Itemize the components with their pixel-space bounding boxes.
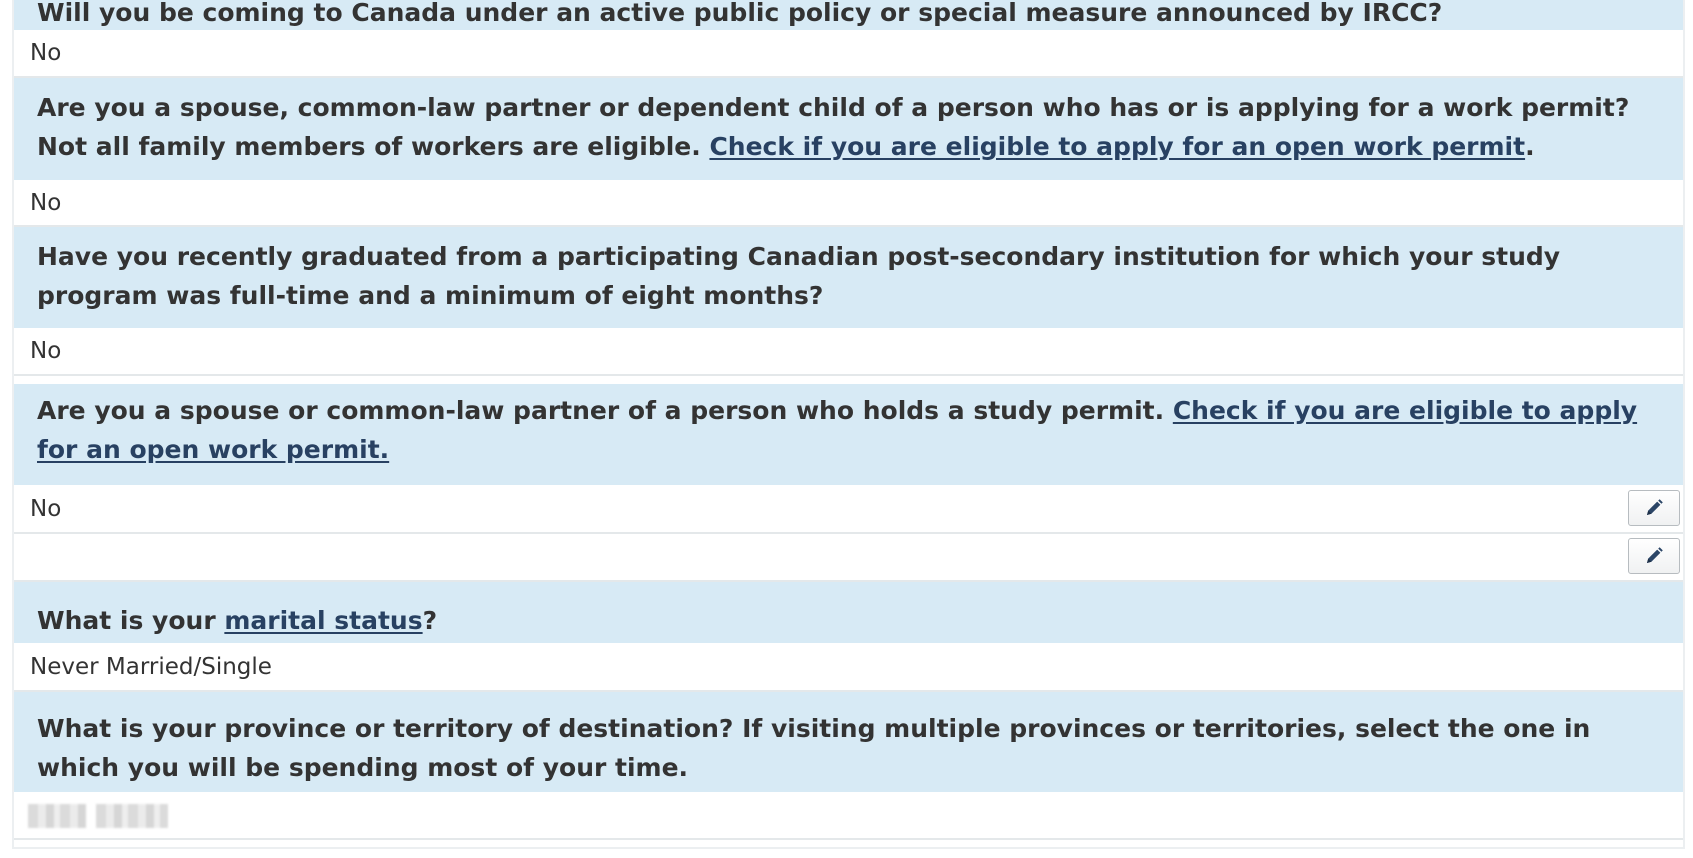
answer-row — [14, 30, 1683, 78]
answer-row — [14, 328, 1683, 376]
question-text: Will you be coming to Canada under an active public policy or special measure announced by IRCC? — [37, 0, 1443, 27]
question-text: Have you recently graduated from a participating Canadian post-secondary institution for which your study program was full-time and a minimum of eight months? — [37, 242, 1561, 310]
question-text-end: ? — [422, 606, 438, 635]
edit-button[interactable] — [1628, 538, 1680, 574]
answer-row — [14, 180, 1683, 227]
open-work-permit-eligibility-link[interactable]: Check if you are eligible to apply for an open work permit. — [37, 396, 1638, 464]
answer-value: No — [30, 495, 62, 522]
answer-row — [14, 643, 1683, 692]
application-review-panel — [12, 0, 1685, 849]
question-text: What is your — [37, 606, 225, 635]
redacted-answer — [28, 804, 178, 828]
answer-row — [14, 485, 1683, 534]
question-text-end: . — [1525, 132, 1535, 161]
question-spouse-of-student — [14, 384, 1683, 485]
marital-status-link[interactable]: marital status — [224, 606, 423, 635]
empty-answer-row — [14, 534, 1683, 582]
question-text: What is your province or territory of destination? If visiting multiple provinces or territories, select the one in which you will be spending most of your time. — [37, 714, 1591, 782]
open-work-permit-eligibility-link[interactable]: Check if you are eligible to apply for an open work permit — [709, 132, 1526, 161]
answer-row — [14, 792, 1683, 840]
answer-value: No — [30, 189, 62, 216]
question-family-of-worker — [14, 78, 1683, 180]
question-public-policy — [14, 0, 1683, 30]
question-text: Are you a spouse or common-law partner of a person who holds a study permit. — [37, 396, 1173, 425]
question-recent-graduate — [14, 227, 1683, 328]
answer-value: Never Married/Single — [30, 653, 272, 680]
answer-value: No — [30, 40, 62, 66]
edit-button[interactable] — [1628, 490, 1680, 526]
question-province-destination — [14, 692, 1683, 792]
pencil-icon — [1644, 546, 1664, 566]
pencil-icon — [1644, 498, 1664, 518]
question-marital-status — [14, 582, 1683, 643]
answer-value: No — [30, 338, 62, 364]
question-text: Are you a spouse, common-law partner or dependent child of a person who has or is applying for a work permit? Not all family members of workers are eligible. — [37, 93, 1630, 161]
